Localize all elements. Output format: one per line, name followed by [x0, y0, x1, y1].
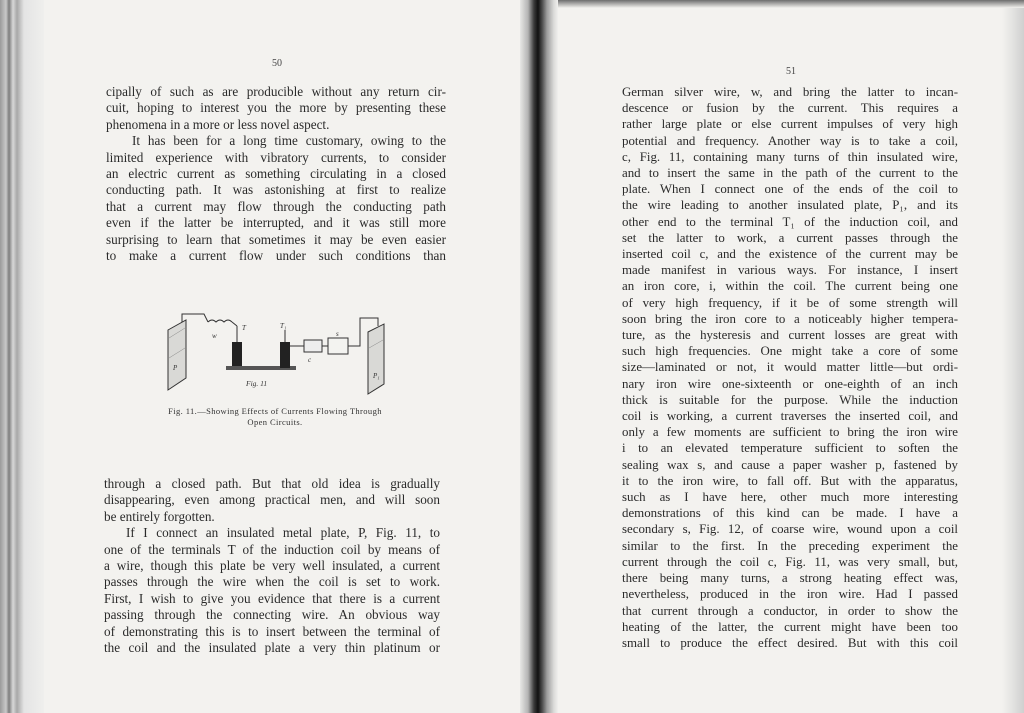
right-text [622, 84, 958, 651]
text-line: even if the latter be interrupted, and it was still more [106, 215, 446, 231]
text-line: thick is suitable for the purpose. While the induction [622, 392, 958, 407]
text-line: such as I have here, other much more interesting [622, 490, 958, 505]
text-line: similar to the first. In the preceding experiment the [622, 538, 958, 553]
text-line: i to an elevated temperature sufficient to soften the [622, 441, 958, 456]
figure-caption [120, 406, 430, 428]
text-line: rather large plate or else current impulses of very high [622, 117, 958, 132]
figure-11-drawing [152, 308, 392, 400]
text-line: through a closed path. But that old idea is gradually [104, 476, 440, 491]
text-line: be entirely forgotten. [104, 508, 215, 524]
text-line: one of the terminals T of the induction coil by means of [104, 541, 440, 557]
text-line: If I connect an insulated metal plate, P, Fig. 11, to [126, 525, 440, 541]
terminal-t1-coil [280, 342, 290, 368]
text-line: descence or fusion by the current. This requires a [622, 101, 958, 116]
figure-label: Fig. 11 [246, 379, 268, 388]
caption-line-1: Fig. 11.—Showing Effects of Currents Flowing Through [168, 406, 382, 416]
text-line: small to produce the effect desired. But with this coil [622, 635, 958, 650]
text-line: the wire leading to another insulated plate, P₁, and its [622, 198, 958, 213]
text-line: c, Fig. 11, containing many turns of thin insulated wire, [622, 149, 958, 164]
text-line: cipally of such as are producible without any return cir- [106, 84, 446, 99]
text-line: surprising to learn that sometimes it may be even easier [106, 231, 446, 247]
text-line: ture, as the hysteresis and current losses are great with [622, 328, 958, 343]
book-edge-right [1002, 0, 1024, 713]
text-line: current through the coil c, Fig. 11, was very small, but, [622, 554, 958, 569]
secondary-coil [328, 338, 348, 354]
text-line: passes through the wire when the coil is set to work. [104, 574, 440, 590]
wire-label: w [212, 332, 217, 340]
secondary-label: s [336, 330, 339, 338]
page-number-right: 51 [786, 66, 796, 77]
text-line: potential and frequency. Another way is to take a coil, [622, 133, 958, 148]
text-line: sealing wax s, and cause a paper washer p, fastened by [622, 457, 958, 472]
text-line: of very high frequency, if it be of some strength will [622, 295, 958, 310]
text-line: and to insert the same in the path of the current to the [622, 166, 958, 181]
plate-right-label: P₁ [373, 372, 380, 380]
inserted-coil [304, 340, 322, 352]
text-line: It has been for a long time customary, owing to the [132, 133, 446, 149]
text-line: size—laminated or not, it would matter little—but ordi- [622, 360, 958, 375]
book-edge-left [0, 0, 44, 713]
text-line: that current through a conductor, in order to show the [622, 603, 958, 618]
text-line: only a few moments are sufficient to bring the iron wire [622, 425, 958, 440]
terminal-t1-label: T₁ [280, 322, 287, 330]
terminal-t-coil [232, 342, 242, 368]
text-line: inserted coil c, and the existence of the current may be [622, 247, 958, 262]
text-line: that a current may flow through the conducting path [106, 198, 446, 214]
text-line: made manifest in various ways. For instance, I insert [622, 263, 958, 278]
text-line: passing through the connecting wire. An obvious way [104, 607, 440, 623]
text-line: cuit, hoping to interest you the more by presenting these [106, 100, 446, 116]
text-line: plate. When I connect one of the ends of the coil to [622, 182, 958, 197]
text-line: such high frequencies. One might take a core of some [622, 344, 958, 359]
text-line: conducting path. It was astonishing at first to realize [106, 182, 446, 198]
book-gutter [520, 0, 558, 713]
text-line: a wire, though this plate be very well insulated, a current [104, 558, 440, 574]
text-line: coil is working, a current traverses the inserted coil, and [622, 409, 958, 424]
text-line: German silver wire, w, and bring the latter to incan- [622, 85, 958, 99]
text-line: the coil and the insulated plate a very thin platinum or [104, 640, 440, 656]
caption-line-2: Open Circuits. [247, 417, 303, 427]
right-page [548, 0, 1024, 713]
plate-left [168, 320, 186, 390]
text-line: secondary s, Fig. 12, of coarse wire, wound upon a coil [622, 522, 958, 537]
text-line: nary iron wire one-sixteenth or one-eighth of an inch [622, 376, 958, 391]
text-line: phenomena in a more or less novel aspect. [106, 116, 330, 132]
text-line: other end to the terminal T₁ of the induction coil, and [622, 214, 958, 229]
page-top-shadow [548, 0, 1024, 8]
text-line: an electric current as something circulating in a closed [106, 166, 446, 182]
text-line: an iron core, i, within the coil. The current being one [622, 279, 958, 294]
text-line: nevertheless, produced in the iron wire. Had I passed [622, 587, 958, 602]
plate-left-label: P [173, 364, 178, 372]
text-line: soon bring the iron core to a noticeably higher tempera- [622, 311, 958, 326]
plate-right [368, 324, 384, 394]
text-line: to make a current flow under such conditions than [106, 248, 446, 264]
page-number-left: 50 [272, 58, 282, 69]
text-line: First, I wish to give you evidence that there is a current [104, 590, 440, 606]
left-top-text [106, 84, 446, 264]
text-line: it to the iron wire, to fall off. But with the apparatus, [622, 473, 958, 488]
text-line: set the latter to work, a current passes through the [622, 230, 958, 245]
text-line: limited experience with vibratory currents, to consider [106, 149, 446, 165]
text-line: disappearing, even among practical men, and will soon [104, 492, 440, 508]
text-line: of demonstrating this is to insert between the terminal of [104, 623, 440, 639]
terminal-t-label: T [242, 324, 246, 332]
figure-11-illustration [152, 308, 392, 400]
text-line: there being many turns, a strong heating effect was, [622, 571, 958, 586]
text-line: heating of the latter, the current might have been too [622, 619, 958, 634]
text-line: demonstrations of this kind can be made. I have a [622, 506, 958, 521]
left-bottom-text [104, 476, 440, 656]
coil-label: c [308, 356, 312, 364]
